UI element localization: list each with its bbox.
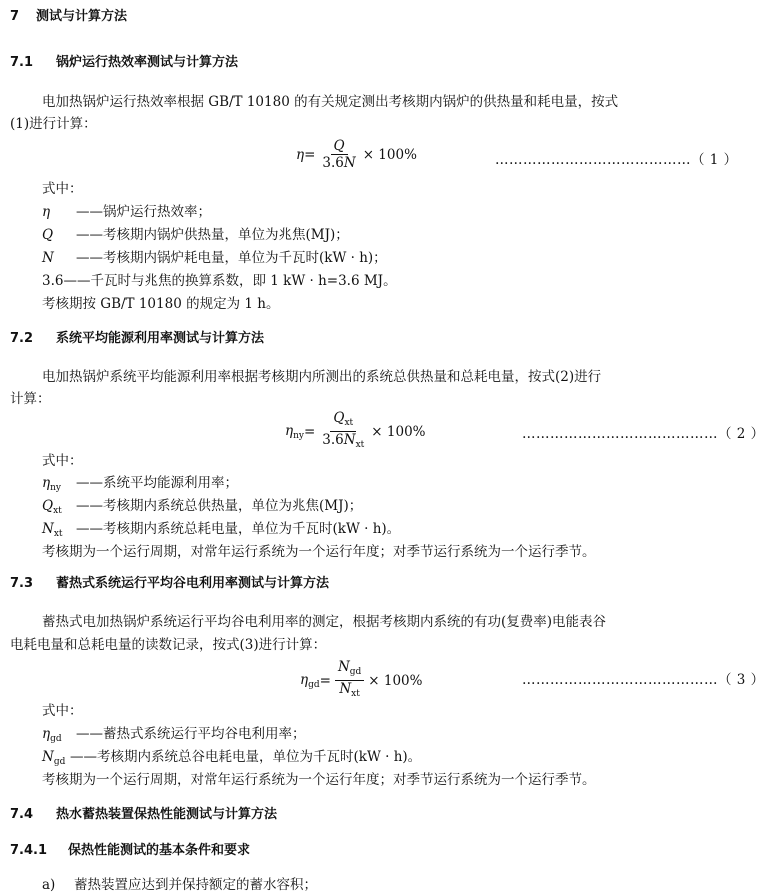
formula-2-equals: = xyxy=(303,423,316,440)
def-row: N ——考核期内锅炉耗电量，单位为千瓦时(kW · h)； xyxy=(42,250,387,266)
formula-3-numerator: N xyxy=(337,659,350,675)
section-7-2-period: 考核期为一个运行周期，对常年运行系统为一个运行年度；对季节运行系统为一个运行季节。 xyxy=(42,544,596,560)
formula-2-tail: × 100% xyxy=(371,423,426,440)
formula-2-den-coef: 3.6 xyxy=(322,432,344,448)
formula-2-numerator: Q xyxy=(333,410,345,426)
section-7-1-para-line2: (1)进行计算： xyxy=(10,116,97,132)
section-7-3-period: 考核期为一个运行周期，对常年运行系统为一个运行年度；对季节运行系统为一个运行季节。 xyxy=(42,772,596,788)
def-row: $\eta_{ny}$ ——系统平均能源利用率； xyxy=(42,475,238,493)
def-row: Q ——考核期内锅炉供热量，单位为兆焦(MJ)； xyxy=(42,227,349,243)
formula-1-den-var: N xyxy=(343,155,356,171)
section-7-1-para-line1: 电加热锅炉运行热效率根据 GB/T 10180 的有关规定测出考核期内锅炉的供热量和耗电量，按式 xyxy=(42,94,619,110)
formula-3-equals: = xyxy=(319,672,331,689)
formula-1-numerator: Q xyxy=(333,138,345,154)
formula-1-number: ……………………………………（ 1 ） xyxy=(495,152,738,168)
def-row: $\eta_{gd}$ ——蓄热式系统运行平均谷电利用率； xyxy=(42,726,306,744)
section-7-4-heading: 7.4 热水蓄热装置保热性能测试与计算方法 xyxy=(10,807,278,822)
def-row: η ——锅炉运行热效率； xyxy=(42,204,211,220)
formula-3-fraction: $\frac{N_{gd}}{N_{xt}}$ xyxy=(335,659,364,702)
section-7-4-1-heading: 7.4.1 保热性能测试的基本条件和要求 xyxy=(10,843,251,858)
section-7-2-para-line2: 计算： xyxy=(10,391,51,407)
formula-2-den-var: N xyxy=(343,432,356,448)
formula-1-tail: × 100% xyxy=(362,146,417,163)
section-7-1-where: 式中： xyxy=(42,181,83,197)
section-7-1-period: 考核期按 GB/T 10180 的规定为 1 h。 xyxy=(42,296,280,312)
def-row: 3.6——千瓦时与兆焦的换算系数，即 1 kW · h=3.6 MJ。 xyxy=(42,273,397,289)
list-item-a: a) 蓄热装置应达到并保持额定的蓄水容积； xyxy=(42,877,317,893)
formula-2-lhs: $\eta_{ny}$ xyxy=(285,422,304,441)
section-7-heading: 7 测试与计算方法 xyxy=(10,9,128,24)
def-row: $N_{xt}$ ——考核期内系统总耗电量，单位为千瓦时(kW · h)。 xyxy=(42,521,401,539)
def-row: $N_{gd}$ ——考核期内系统总谷电耗电量，单位为千瓦时(kW · h)。 xyxy=(42,749,422,767)
formula-1-fraction xyxy=(319,138,358,171)
formula-1-lhs: η xyxy=(296,146,305,163)
formula-1 xyxy=(296,138,417,171)
section-7-3-para-line2: 电耗电量和总耗电量的读数记录，按式(3)进行计算： xyxy=(10,637,327,653)
formula-2-fraction: $\frac{Q_{xt}}{3.6N_{xt}}$ xyxy=(322,410,365,450)
section-7-2-para-line1: 电加热锅炉系统平均能源利用率根据考核期内所测出的系统总供热量和总耗电量，按式(2)进行 xyxy=(42,369,602,385)
section-7-2-heading: 7.2 系统平均能源利用率测试与计算方法 xyxy=(10,331,265,346)
section-7-1-heading: 7.1 锅炉运行热效率测试与计算方法 xyxy=(10,55,239,70)
formula-2 xyxy=(285,410,426,453)
formula-3-lhs: $\eta_{gd}$ xyxy=(300,671,320,690)
formula-1-equals: = xyxy=(304,146,316,163)
section-7-2-where: 式中： xyxy=(42,453,83,469)
formula-2-number: ……………………………………（ 2 ） xyxy=(522,426,765,442)
formula-1-den-coef: 3.6 xyxy=(322,155,344,171)
formula-3-den-var: N xyxy=(339,681,352,697)
formula-3-tail: × 100% xyxy=(368,672,423,689)
formula-3-number: ……………………………………（ 3 ） xyxy=(522,672,765,688)
section-7-3-heading: 7.3 蓄热式系统运行平均谷电利用率测试与计算方法 xyxy=(10,576,330,591)
formula-3 xyxy=(300,659,422,702)
section-7-3-where: 式中： xyxy=(42,703,83,719)
def-row: $Q_{xt}$ ——考核期内系统总供热量，单位为兆焦(MJ)； xyxy=(42,498,363,516)
section-7-3-para-line1: 蓄热式电加热锅炉系统运行平均谷电利用率的测定，根据考核期内系统的有功(复费率)电能表谷 xyxy=(42,614,607,630)
